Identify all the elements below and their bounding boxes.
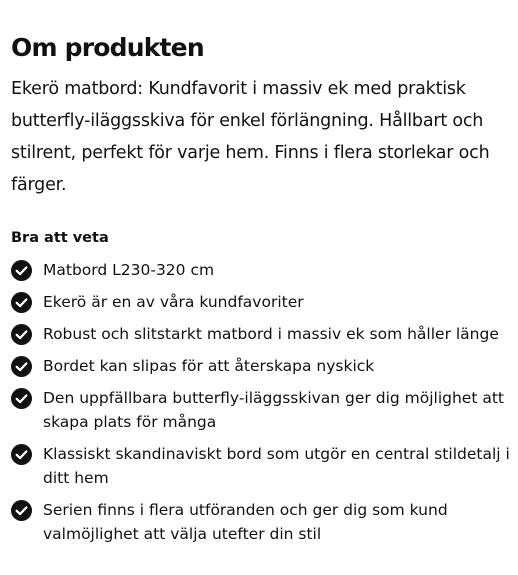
list-item	[11, 442, 511, 490]
feature-text: Matbord L230-320 cm	[43, 261, 215, 279]
list-item	[11, 354, 511, 378]
check-circle-icon	[11, 292, 32, 313]
feature-text: Bordet kan slipas för att återskapa nyskick	[43, 357, 375, 375]
list-item	[11, 290, 511, 314]
check-circle-icon	[11, 260, 32, 281]
feature-text: Robust och slitstarkt matbord i massiv ek som håller länge	[43, 325, 499, 343]
check-circle-icon	[11, 444, 32, 465]
feature-text: Den uppfällbara butterfly-iläggsskivan ger dig möjlighet att skapa plats för många	[43, 389, 504, 431]
check-circle-icon	[11, 324, 32, 345]
product-description: Ekerö matbord: Kundfavorit i massiv ek med praktisk butterfly-iläggsskiva för enkel förlängning. Hållbart och stilrent, perfekt för varje hem. Finns i flera storlekar och färger.	[11, 79, 490, 195]
feature-text: Serien finns i flera utföranden och ger dig som kund valmöjlighet att välja utefter din stil	[43, 501, 448, 543]
section-title: Om produkten	[11, 33, 204, 62]
list-item	[11, 498, 511, 546]
good-to-know-heading: Bra att veta	[11, 230, 109, 246]
check-circle-icon	[11, 356, 32, 377]
feature-list	[11, 258, 511, 554]
feature-text: Ekerö är en av våra kundfavoriter	[43, 293, 304, 311]
feature-text: Klassiskt skandinaviskt bord som utgör en central stildetalj i ditt hem	[43, 445, 510, 487]
check-circle-icon	[11, 500, 32, 521]
check-circle-icon	[11, 388, 32, 409]
list-item	[11, 386, 511, 434]
list-item	[11, 322, 511, 346]
list-item	[11, 258, 511, 282]
